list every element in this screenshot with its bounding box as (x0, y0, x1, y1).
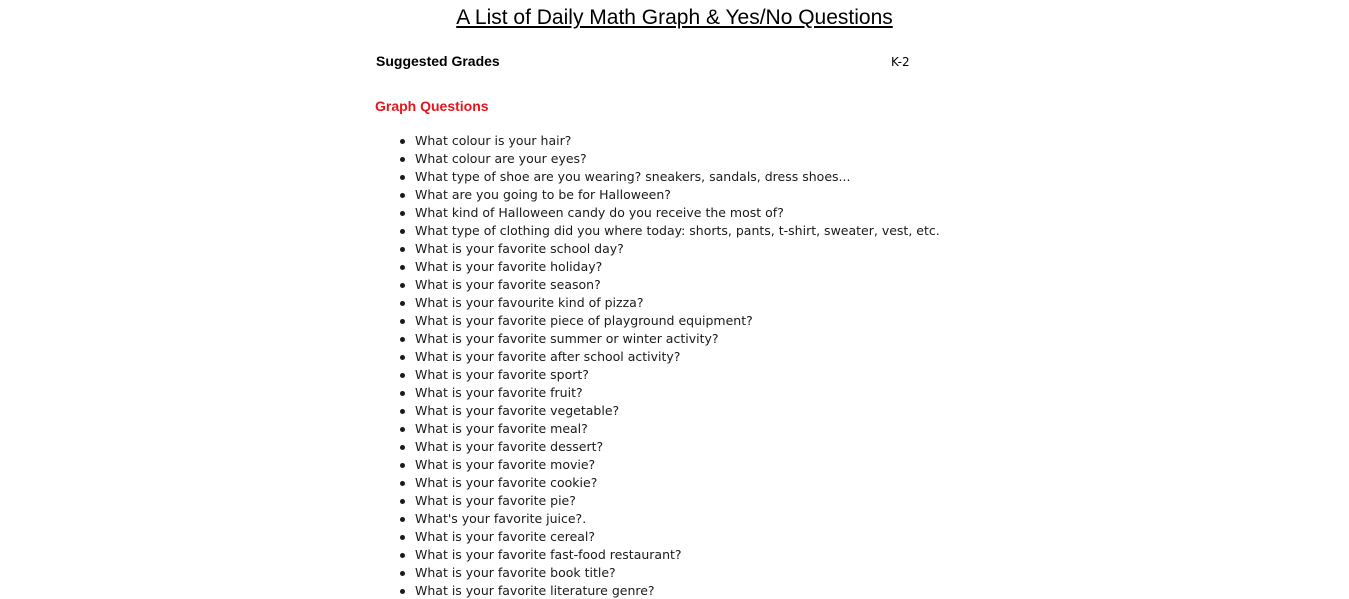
list-item: What is your favorite vegetable? (415, 402, 940, 420)
list-item: What is your favorite summer or winter activity? (415, 330, 940, 348)
list-item: What is your favorite book title? (415, 564, 940, 582)
list-item: What is your favorite after school activity? (415, 348, 940, 366)
page-title: A List of Daily Math Graph & Yes/No Questions (456, 6, 893, 29)
list-item: What type of clothing did you where today: shorts, pants, t-shirt, sweater, vest, etc. (415, 223, 940, 238)
list-item: What is your favorite cookie? (415, 474, 940, 492)
list-item: What is your favourite kind of pizza? (415, 294, 940, 312)
suggested-grades-label: Suggested Grades (376, 53, 500, 69)
suggested-grades-value: K-2 (891, 55, 910, 69)
list-item: What is your favorite season? (415, 276, 940, 294)
list-item: What is your favorite pie? (415, 492, 940, 510)
list-item: What is your favorite dessert? (415, 438, 940, 456)
list-item: What is your favorite movie? (415, 456, 940, 474)
list-item: What is your favorite piece of playground equipment? (415, 312, 940, 330)
list-item: What type of shoe are you wearing? sneakers, sandals, dress shoes... (415, 168, 940, 186)
graph-questions-heading: Graph Questions (375, 98, 489, 114)
list-item: What kind of Halloween candy do you receive the most of? (415, 204, 940, 222)
list-item: What is your favorite fruit? (415, 384, 940, 402)
list-item: What is your favorite cereal? (415, 528, 940, 546)
list-item: What is your favorite holiday? (415, 258, 940, 276)
list-item: What is your favorite literature genre? (415, 582, 940, 599)
list-item: What colour is your hair? (415, 132, 940, 150)
graph-questions-list (415, 132, 940, 599)
list-item: What is your favorite fast-food restaurant? (415, 546, 940, 564)
list-item: What is your favorite school day? (415, 240, 940, 258)
list-item: What is your favorite sport? (415, 366, 940, 384)
list-item: What colour are your eyes? (415, 150, 940, 168)
list-item: What is your favorite meal? (415, 420, 940, 438)
list-item: What's your favorite juice?. (415, 510, 940, 528)
list-item: What are you going to be for Halloween? (415, 186, 940, 204)
